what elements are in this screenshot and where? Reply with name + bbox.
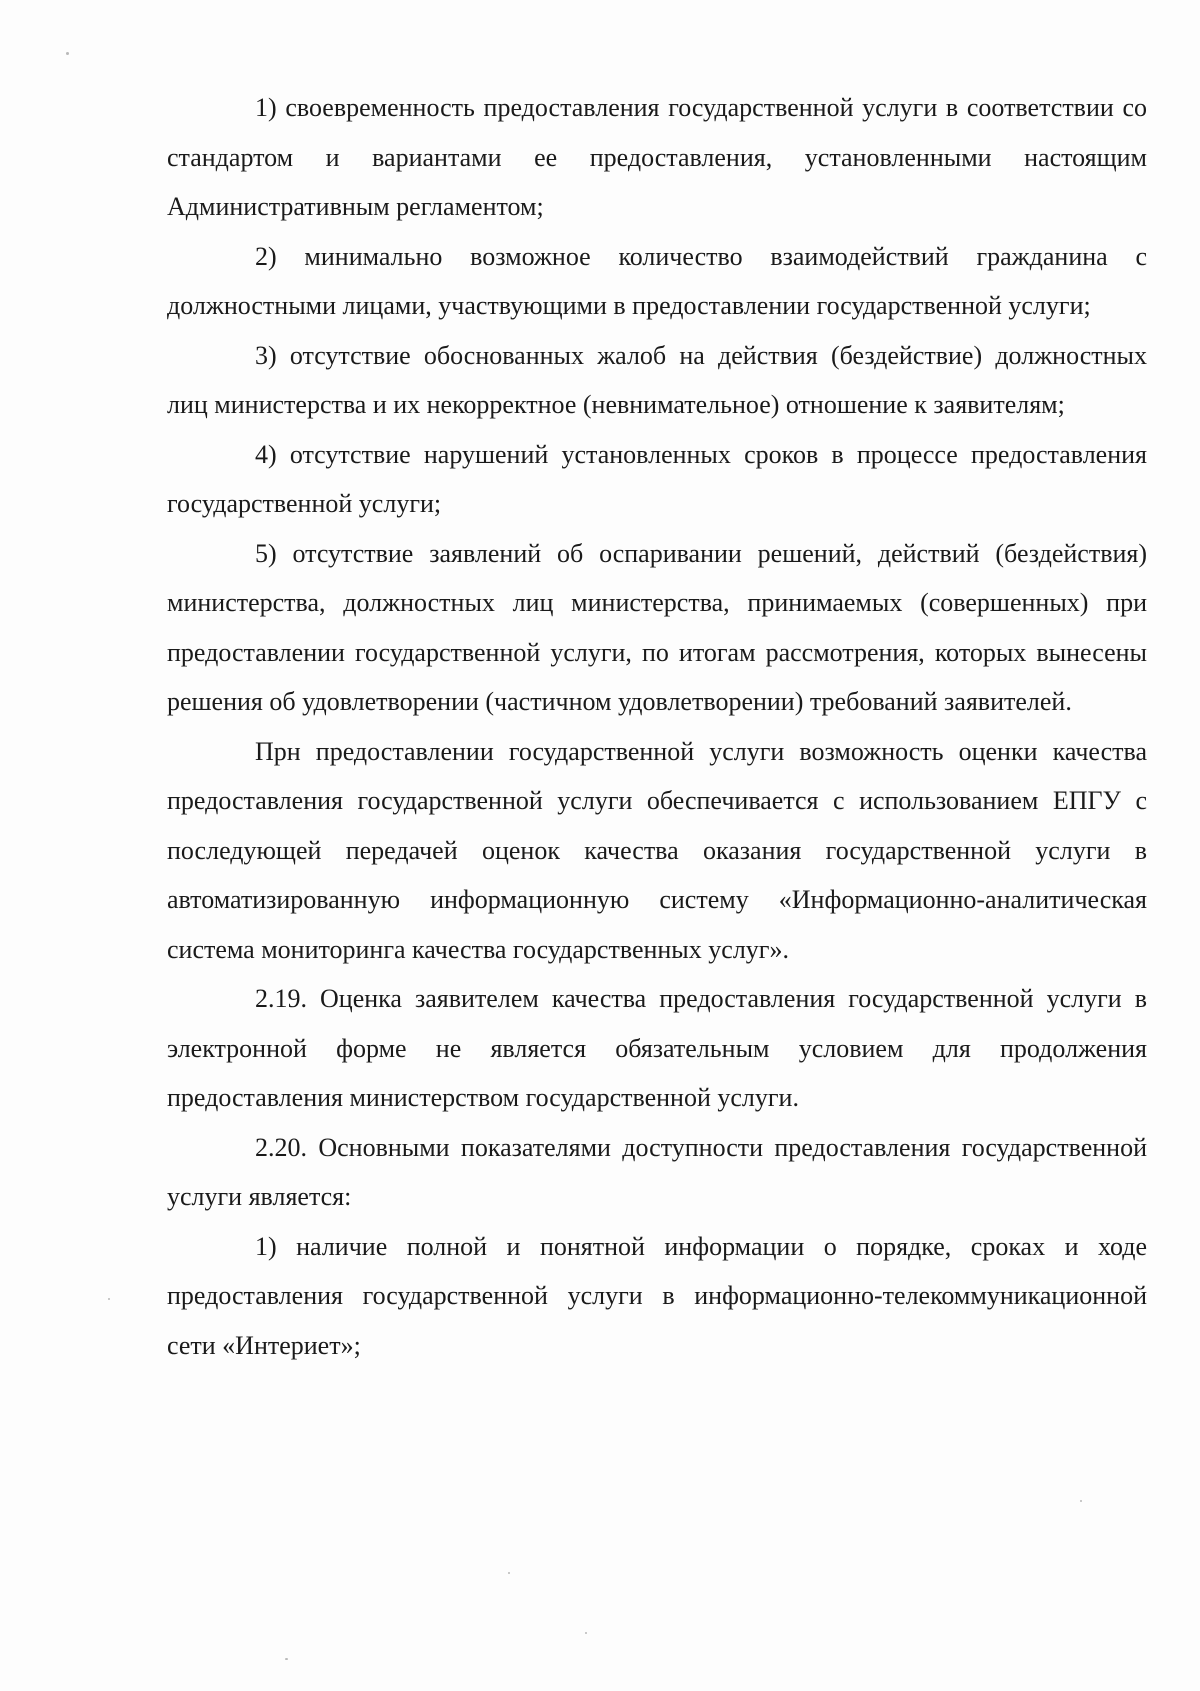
scan-speck <box>508 1572 510 1574</box>
paragraph-section-2-19: 2.19. Оценка заявителем качества предоставления государственной услуги в электронной форме не является обязательным условием для продолжения предоставления министерством государственной услуги. <box>167 984 1147 1112</box>
paragraph-item-4-no-deadline-violations: 4) отсутствие нарушений установленных сроков в процессе предоставления государственной услуги; <box>167 439 1147 518</box>
paragraph-item-5-no-appeals: 5) отсутствие заявлений об оспаривании решений, действий (бездействия) министерства, должностных лиц министерства, принимаемых (совершенных) при предоставлении государственной услуги, по итогам рассмотрения, которых вынесены решения об удовлетворении (частичном удовлетворении) требований заявителей. <box>167 538 1147 716</box>
paragraph-quality-assessment: Прн предоставлении государственной услуги возможность оценки качества предоставления государственной услуги обеспечивается с использованием ЕПГУ с последующей передачей оценок качества оказания государственной услуги в автоматизированную информационную систему «Информационно-аналитическая система мониторинга качества государственных услуг». <box>167 736 1147 964</box>
paragraph-accessibility-item-1: 1) наличие полной и понятной информации о порядке, сроках и ходе предоставления государственной услуги в информационно-телекоммуникационной сети «Интериет»; <box>167 1231 1147 1360</box>
paragraph-item-2-minimal-interactions: 2) минимально возможное количество взаимодействий гражданина с должностными лицами, участвующими в предоставлении государственной услуги; <box>167 241 1147 320</box>
scan-speck <box>108 1298 110 1300</box>
scan-speck <box>66 52 69 55</box>
paragraph-item-1-timeliness: 1) своевременность предоставления государственной услуги в соответствии со стандартом и вариантами ее предоставления, установленными настоящим Административным регламентом; <box>167 93 1147 221</box>
scan-speck <box>285 1658 288 1660</box>
scan-speck <box>1080 1500 1082 1502</box>
scan-speck <box>585 1632 587 1634</box>
document-body <box>167 83 1147 1370</box>
paragraph-item-3-no-complaints: 3) отсутствие обоснованных жалоб на действия (бездействие) должностных лиц министерства и их некорректное (невнимательное) отношение к заявителям; <box>167 340 1147 419</box>
paragraph-section-2-20: 2.20. Основными показателями доступности предоставления государственной услуги является: <box>167 1132 1147 1211</box>
